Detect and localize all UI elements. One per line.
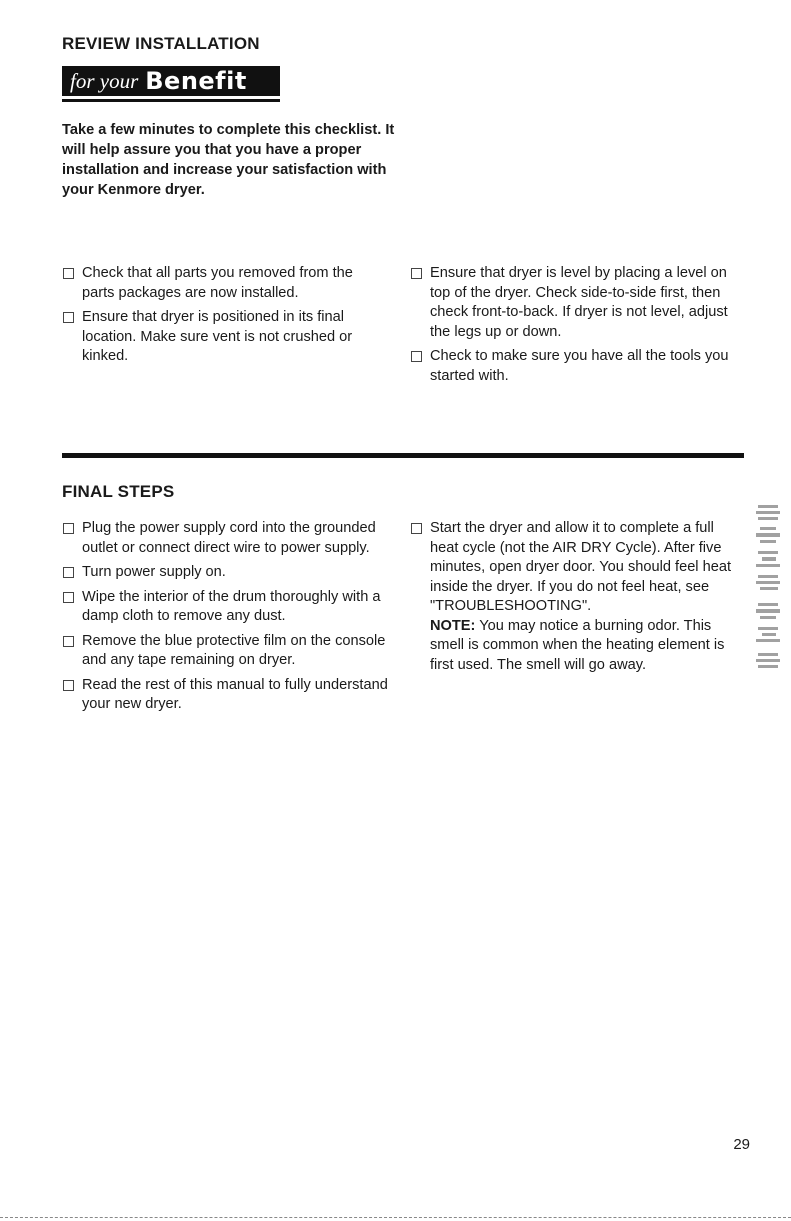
checklist-item — [62, 519, 394, 558]
checklist-text: Wipe the interior of the drum thoroughly with a damp cloth to remove any dust. — [82, 588, 381, 624]
checklist-text: Ensure that dryer is positioned in its final location. Make sure vent is not crushed or kinked. — [82, 309, 353, 364]
scan-margin-mark — [752, 503, 784, 679]
banner-word: Benefit — [145, 67, 247, 95]
page-bottom-edge — [0, 1217, 791, 1218]
checkbox-icon — [411, 268, 422, 279]
banner-underline — [62, 99, 280, 102]
checkbox-icon — [63, 523, 74, 534]
for-your-benefit-banner — [62, 66, 280, 103]
final-checklist-right — [410, 519, 742, 680]
checklist-item — [410, 519, 742, 675]
checklist-item — [410, 347, 742, 386]
benefit-box — [62, 66, 280, 96]
checklist-text: Plug the power supply cord into the grounded outlet or connect direct wire to power supply. — [82, 520, 376, 556]
note-text: You may notice a burning odor. This smell is common when the heating element is first used. The smell will go away. — [430, 617, 725, 673]
page-number: 29 — [733, 1136, 750, 1153]
review-checklist-left — [62, 264, 384, 372]
review-installation-heading: REVIEW INSTALLATION — [62, 34, 260, 53]
final-checklist-left — [62, 519, 394, 720]
note-label: NOTE: — [430, 617, 476, 634]
checkbox-icon — [63, 312, 74, 323]
checklist-text: Ensure that dryer is level by placing a level on top of the dryer. Check side-to-side first, then check front-to-back. If dryer is not level, adjust the legs up or down. — [430, 265, 728, 340]
checklist-item — [62, 632, 394, 671]
checklist-text: Check to make sure you have all the tools you started with. — [430, 348, 729, 384]
checklist-item — [62, 676, 394, 715]
banner-prefix: for your — [70, 68, 139, 93]
review-checklist-right — [410, 264, 742, 391]
checklist-text: Read the rest of this manual to fully understand your new dryer. — [82, 676, 388, 712]
checklist-item — [62, 264, 384, 303]
checkbox-icon — [63, 567, 74, 578]
checklist-item — [410, 264, 742, 342]
checkbox-icon — [63, 592, 74, 603]
checkbox-icon — [411, 351, 422, 362]
checkbox-icon — [63, 268, 74, 279]
checkbox-icon — [63, 680, 74, 691]
checklist-item — [62, 308, 384, 367]
checklist-text: Turn power supply on. — [82, 564, 226, 580]
section-divider — [62, 453, 744, 458]
checklist-text: Remove the blue protective film on the console and any tape remaining on dryer. — [82, 632, 386, 668]
checkbox-icon — [63, 636, 74, 647]
checkbox-icon — [411, 523, 422, 534]
checklist-text: Start the dryer and allow it to complete a full heat cycle (not the AIR DRY Cycle). After five minutes, open dryer door. You should feel heat inside the dryer. If you do not feel heat, see "TROUBLESHOOTING". — [430, 520, 732, 614]
intro-paragraph: Take a few minutes to complete this checklist. It will help assure you that you have a proper installation and increase your satisfaction with your Kenmore dryer. — [62, 122, 395, 198]
final-steps-heading: FINAL STEPS — [62, 482, 175, 501]
checklist-text: Check that all parts you removed from the parts packages are now installed. — [82, 265, 353, 301]
checklist-item — [62, 588, 394, 627]
checklist-item — [62, 563, 394, 583]
